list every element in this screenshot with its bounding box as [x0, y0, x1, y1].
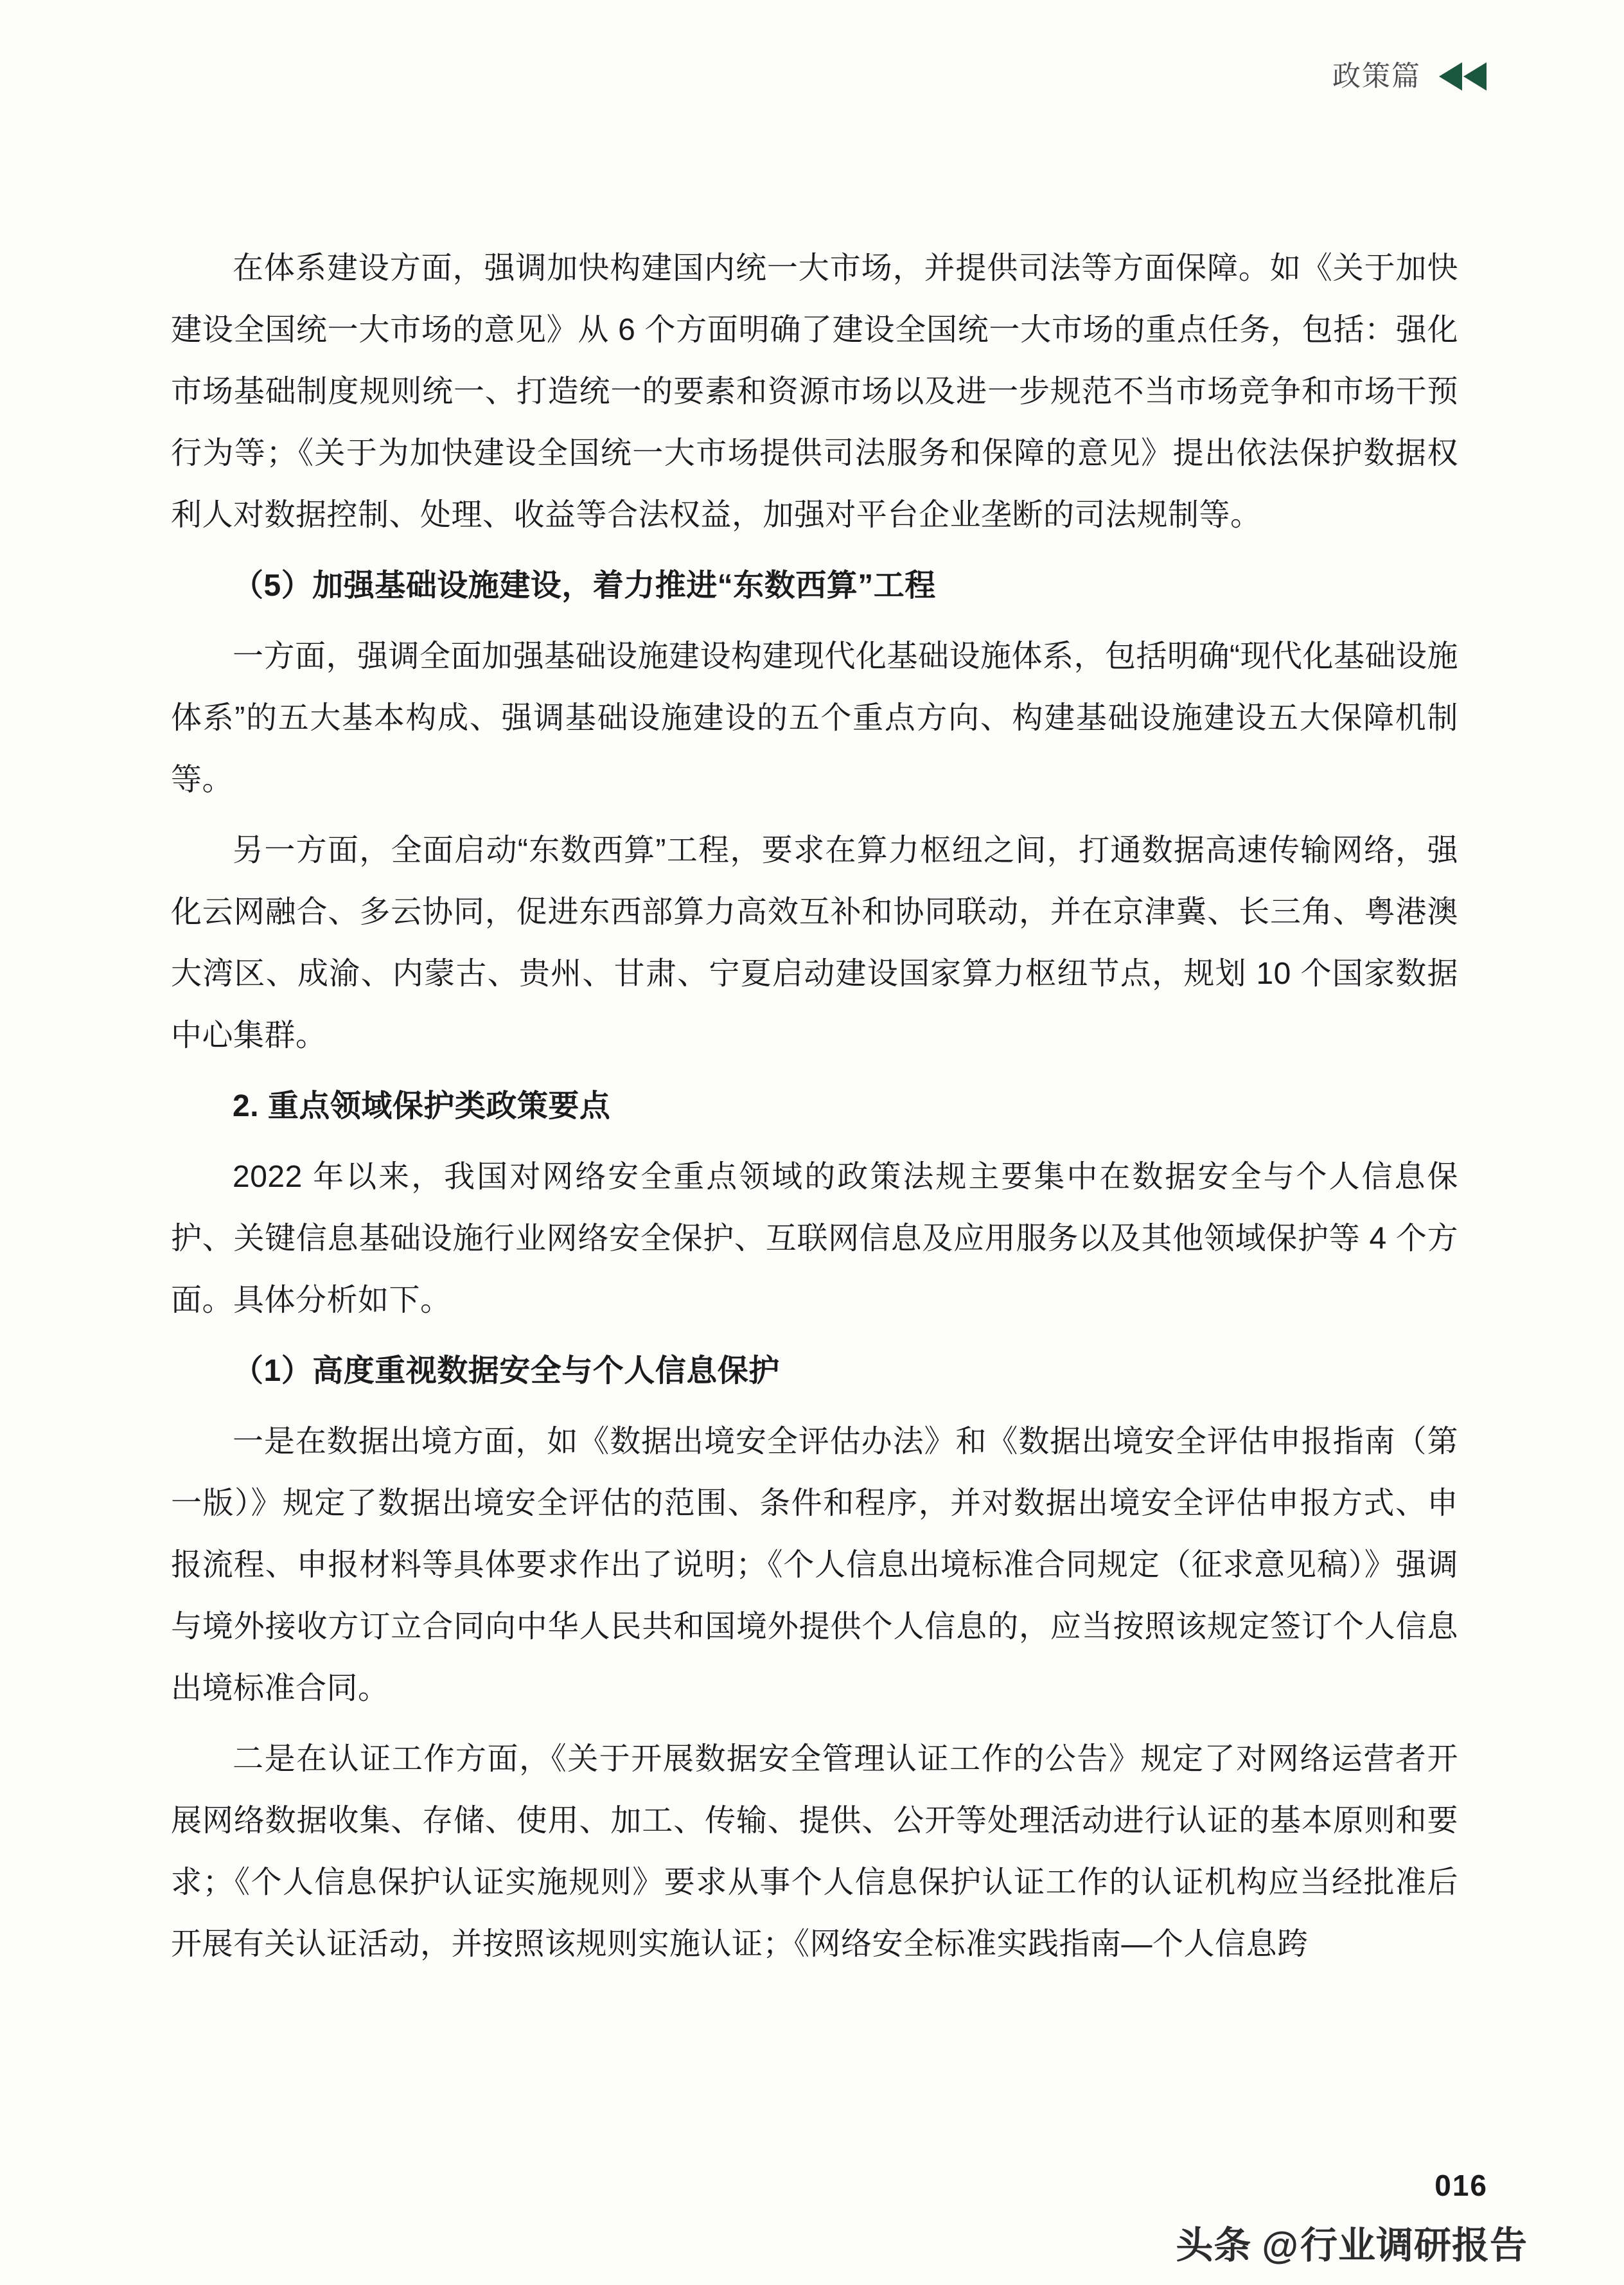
- document-body: [171, 238, 1458, 1984]
- paragraph-2022-policy-overview: 2022 年以来，我国对网络安全重点领域的政策法规主要集中在数据安全与个人信息保护、关键信息基础设施行业网络安全保护、互联网信息及应用服务以及其他领域保护等 4 个方面。具体分析如下。: [171, 1160, 1458, 1317]
- heading-2-key-domain-protection: 2. 重点领域保护类政策要点: [233, 1089, 611, 1123]
- heading-5-infrastructure: （5）加强基础设施建设，着力推进“东数西算”工程: [233, 569, 936, 603]
- page-number: 016: [1434, 2169, 1488, 2202]
- heading-1-data-security-personal-info: （1）高度重视数据安全与个人信息保护: [233, 1354, 780, 1388]
- watermark: [1176, 2227, 1528, 2264]
- watermark-brand: 头条: [1176, 2225, 1252, 2266]
- double-chevron-left-icon: [1438, 62, 1488, 91]
- watermark-account-name: 行业调研报告: [1300, 2225, 1528, 2266]
- paragraph-certification-work: 二是在认证工作方面，《关于开展数据安全管理认证工作的公告》规定了对网络运营者开展网络数据收集、存储、使用、加工、传输、提供、公开等处理活动进行认证的基本原则和要求；《个人信息保护认证实施规则》要求从事个人信息保护认证工作的认证机构应当经批准后开展有关认证活动，并按照该规则实施认证；《网络安全标准实践指南—个人信息跨: [171, 1742, 1458, 1961]
- page-header-title: 政策篇: [1332, 60, 1421, 92]
- paragraph-modern-infrastructure-system: 一方面，强调全面加强基础设施建设构建现代化基础设施体系，包括明确“现代化基础设施体系”的五大基本构成、强调基础设施建设的五个重点方向、构建基础设施建设五大保障机制等。: [171, 639, 1458, 797]
- page-header: [1332, 62, 1488, 91]
- paragraph-cross-border-data-transfer: 一是在数据出境方面，如《数据出境安全评估办法》和《数据出境安全评估申报指南（第一版）》规定了数据出境安全评估的范围、条件和程序，并对数据出境安全评估申报方式、申报流程、申报材料等具体要求作出了说明；《个人信息出境标准合同规定（征求意见稿）》强调与境外接收方订立合同向中华人民共和国境外提供个人信息的，应当按照该规定签订个人信息出境标准合同。: [171, 1425, 1458, 1705]
- watermark-at-symbol: @: [1262, 2225, 1299, 2266]
- paragraph-system-construction: 在体系建设方面，强调加快构建国内统一大市场，并提供司法等方面保障。如《关于加快建设全国统一大市场的意见》从 6 个方面明确了建设全国统一大市场的重点任务，包括：强化市场基础制度规则统一、打造统一的要素和资源市场以及进一步规范不当市场竞争和市场干预行为等；《关于为加快建设全国统一大市场提供司法服务和保障的意见》提出依法保护数据权利人对数据控制、处理、收益等合法权益，加强对平台企业垄断的司法规制等。: [171, 251, 1458, 532]
- paragraph-east-data-west-computing: 另一方面，全面启动“东数西算”工程，要求在算力枢纽之间，打通数据高速传输网络，强化云网融合、多云协同，促进东西部算力高效互补和协同联动，并在京津冀、长三角、粤港澳大湾区、成渝、内蒙古、贵州、甘肃、宁夏启动建设国家算力枢纽节点，规划 10 个国家数据中心集群。: [171, 833, 1458, 1053]
